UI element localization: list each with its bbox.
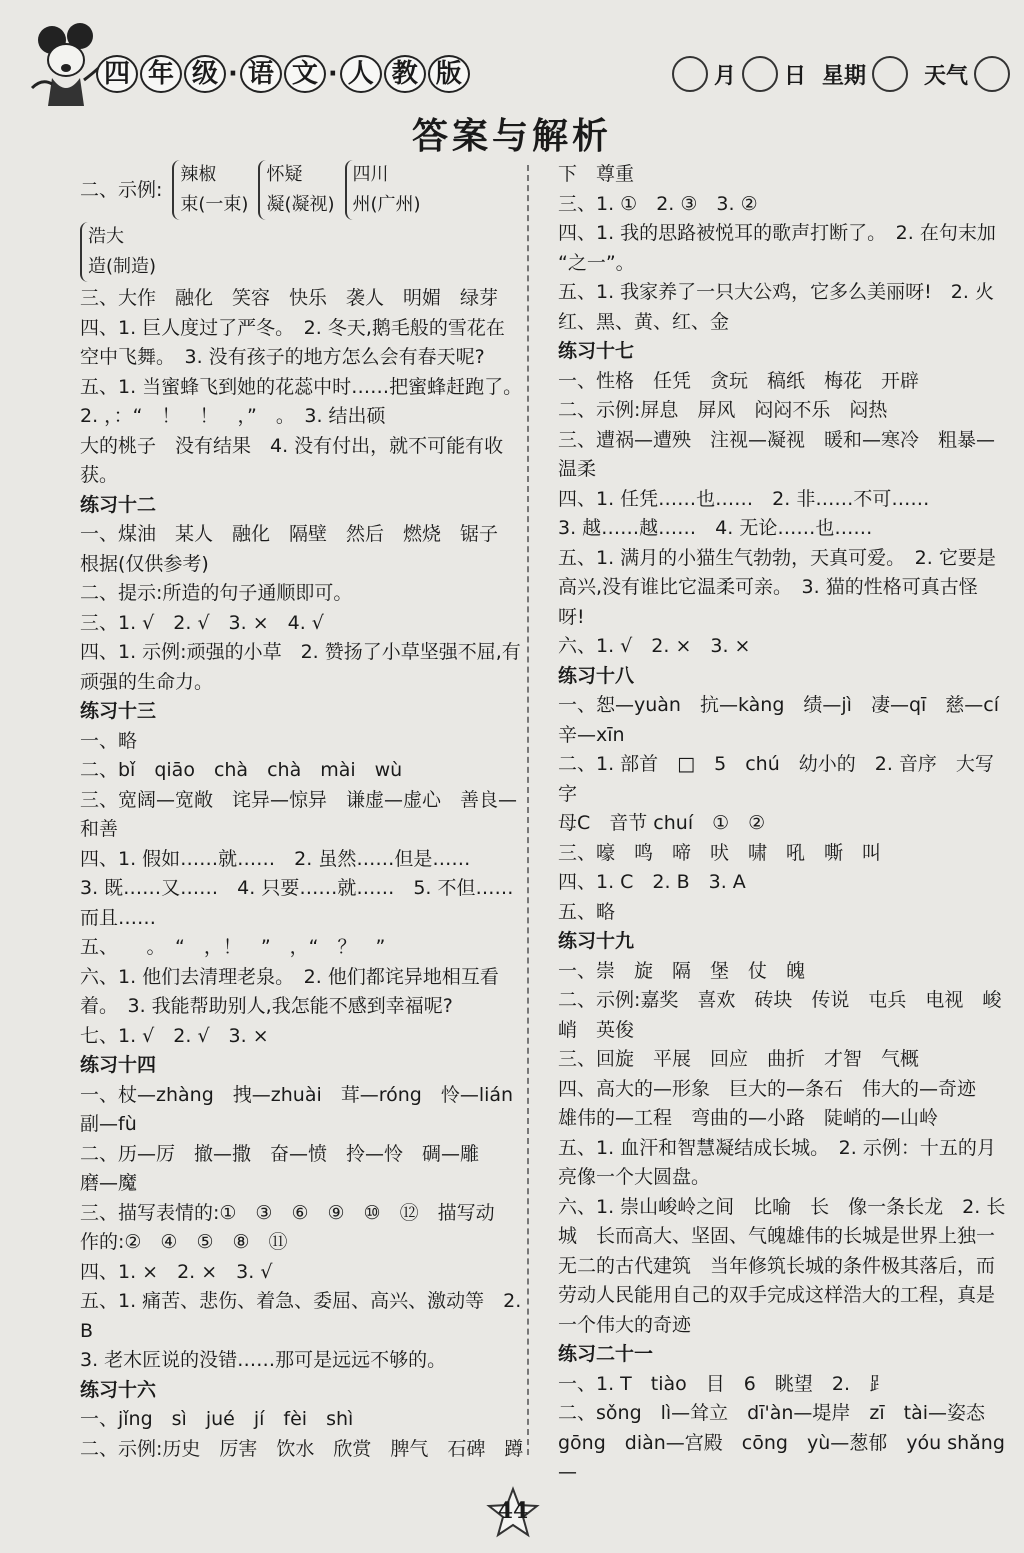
answer-line: 二、示例:嘉奖 喜欢 砖块 传说 屯兵 电视 峻 [558,989,1002,1011]
answer-line: 一、性格 任凭 贪玩 稿纸 梅花 开辟 [558,369,920,392]
brace-bottom: 凝(凝视) [266,194,335,215]
answer-line: 一、jǐng sì jué jí fèi shì [80,1408,354,1430]
left-column [80,160,530,1464]
section-heading: 练习十八 [558,664,635,687]
answer-line: 作的:② ④ ⑤ ⑧ ⑪ [80,1231,288,1253]
banner-char: 人 [340,55,382,93]
answer-line: 根据(仅供参考) [80,552,209,575]
answer-line: 六、1. √ 2. × 3. × [558,635,751,657]
brace-group [172,160,248,220]
answer-line: 一、崇 旋 隔 堡 仗 魄 [558,959,806,982]
right-answer-lines [558,160,1008,1488]
answer-line: 四、1. 假如……就…… 2. 虽然……但是…… [80,847,471,870]
answer-line: 四、1. 我的思路被悦耳的歌声打断了。 2. 在句末加 [558,222,996,244]
banner-dot: · [327,59,338,89]
month-circle[interactable] [672,56,708,92]
answer-line: 磨—魔 [80,1172,138,1194]
answer-line: 高兴,没有谁比它温柔可亲。 3. 猫的性格可真古怪 [558,576,978,598]
weekday-circle[interactable] [872,56,908,92]
day-circle[interactable] [742,56,778,92]
answer-line: 顽强的生命力。 [80,670,214,693]
answer-line: 3. 越……越…… 4. 无论……也…… [558,517,873,539]
month-label: 月 [713,63,736,89]
answer-line: 六、1. 崇山峻岭之间 比喻 长 像一条长龙 2. 长 [558,1195,1006,1218]
section-heading: 练习十七 [558,340,635,362]
answer-line: gōng diàn—宫殿 cōng yù—葱郁 yóu shǎng— [558,1431,1005,1483]
brace-group [80,222,156,282]
banner-char: 版 [428,55,470,93]
section-heading: 练习十二 [80,493,157,516]
answer-line: 五、1. 血汗和智慧凝结成长城。 2. 示例：十五的月 [558,1136,996,1159]
banner-dot: · [228,59,238,89]
answer-line: 五、略 [558,900,616,923]
answer-line: 三、遭祸—遭殃 注视—凝视 暖和—寒冷 粗暴— [558,428,996,451]
answer-line: 五、1. 当蜜蜂飞到她的花蕊中时……把蜜蜂赶跑了。 [80,375,523,398]
weather-label: 天气 [923,63,968,89]
answer-line: 一、略 [80,729,138,752]
answer-line: 3. 老木匠说的没错……那可是远远不够的。 [80,1349,447,1371]
banner-char: 教 [384,55,426,93]
answer-line: 3. 既……又…… 4. 只要……就…… 5. 不但…… [80,877,514,899]
left-answer-lines [80,284,530,1464]
answer-line: 二、sǒng lì—耸立 dī'àn—堤岸 zī tài—姿态 [558,1402,986,1424]
answer-line: 四、1. C 2. B 3. A [558,871,746,893]
answer-line: 空中飞舞。 3. 没有孩子的地方怎么会有春天呢? [80,346,485,368]
section-heading: 练习十四 [80,1054,157,1076]
answer-line: 三、大作 融化 笑容 快乐 袭人 明媚 绿芽 [80,287,499,309]
answer-line: 而且…… [80,906,157,929]
answer-line: 四、高大的—形象 巨大的—条石 伟大的—奇迹 [558,1077,977,1100]
answer-line: 二、bǐ qiāo chà chà mài wù [80,759,403,781]
answer-line: 二、提示:所造的句子通顺即可。 [80,582,353,604]
day-label: 日 [783,63,806,89]
answer-line: 三、1. ① 2. ③ 3. ② [558,192,758,215]
answer-line: 辛—xīn [558,723,625,746]
answer-line: 无二的古代建筑 当年修筑长城的条件极其落后，而 [558,1254,996,1277]
answer-line: 母C 音节 chuí ① ② [558,812,766,834]
section-heading: 练习二十一 [558,1343,654,1365]
column-divider [527,165,529,1455]
section-heading: 练习十九 [558,930,635,952]
answer-line: 红、黑、黄、红、金 [558,310,730,333]
answer-line: 下 尊重 [558,163,635,185]
answer-line: 获。 [80,464,119,486]
answer-line: 五、1. 我家养了一只大公鸡，它多么美丽呀! 2. 火 [558,281,994,303]
brace-top: 四川 [352,164,389,185]
answer-line: 二、示例:历史 厉害 饮水 欣赏 脾气 石碑 蹲 [80,1437,524,1460]
brace-top: 怀疑 [266,164,303,185]
banner-char: 语 [240,55,282,93]
answer-line: 四、1. 任凭……也…… 2. 非……不可…… [558,487,930,510]
answer-line: 三、宽阔—宽敞 诧异—惊异 谦虚—虚心 善良— [80,788,518,811]
answer-line: “之一”。 [558,251,635,274]
answer-line: 二、1. 部首 □ 5 chú 幼小的 2. 音序 大写字 [558,753,994,805]
answer-line: 六、1. 他们去清理老泉。 2. 他们都诧异地相互看 [80,965,499,988]
banner-char: 文 [284,55,326,93]
weekday-label: 星期 [821,63,866,89]
date-weather-fields [672,56,1010,92]
answer-line: 劳动人民能用自己的双手完成这样浩大的工程，真是 [558,1284,996,1306]
answer-line: 雄伟的—工程 弯曲的—小路 陡峭的—山岭 [558,1107,939,1129]
page-title: 答案与解析 [411,116,612,157]
answer-line: 三、1. √ 2. √ 3. × 4. √ [80,611,324,634]
grade-subject-banner [96,54,470,94]
answer-line: 亮像一个大圆盘。 [558,1166,711,1188]
answer-line: 三、嚎 鸣 啼 吠 啸 吼 嘶 叫 [558,841,882,864]
banner-char: 四 [96,55,138,93]
brace-top: 浩大 [88,226,124,247]
brace-bottom: 束(一束) [180,194,249,215]
example-braces-2 [80,222,530,282]
brace-bottom: 州(广州) [352,194,421,215]
brace-top: 辣椒 [180,164,217,185]
answer-line: 四、1. 示例:顽强的小草 2. 赞扬了小草坚强不屈,有 [80,641,521,663]
answer-line: 二、历—厉 撤—撒 奋—愤 拎—怜 碉—雕 [80,1142,480,1165]
page-number: 44 [497,1498,529,1524]
answer-line: 四、1. 巨人度过了严冬。 2. 冬天,鹅毛般的雪花在 [80,316,505,339]
answer-line: 五、1. 痛苦、悲伤、着急、委屈、高兴、激动等 2. B [80,1290,528,1342]
answer-line: 五、 。 “ ，！ ” ，“ ？ ” [80,936,386,958]
answer-line: 二、示例:屏息 屏风 闷闷不乐 闷热 [558,399,888,421]
example-braces [80,160,530,220]
answer-line: 一、煤油 某人 融化 隔壁 然后 燃烧 锯子 [80,523,499,545]
answer-line: 一、1. T tiào 目 6 眺望 2. ⻊ [558,1372,888,1395]
weather-circle[interactable] [974,56,1010,92]
answer-line: 城 长而高大、坚固、气魄雄伟的长城是世界上独一 [558,1225,996,1247]
page-header [0,0,1024,110]
page-number-badge [486,1486,540,1540]
answer-line: 一、恕—yuàn 抗—kàng 绩—jì 凄—qī 慈—cí [558,694,1000,716]
answer-line: 副—fù [80,1113,137,1135]
answer-line: 呀! [558,605,585,628]
answer-line: 和善 [80,818,119,840]
banner-char: 年 [140,55,182,93]
answer-line: 三、回旋 平展 回应 曲折 才智 气概 [558,1048,920,1070]
brace-bottom: 造(制造) [88,256,157,277]
section-heading: 练习十六 [80,1378,157,1401]
section-heading: 练习十三 [80,700,157,722]
answer-line: 温柔 [558,458,597,480]
answer-line: 着。 3. 我能帮助别人,我怎能不感到幸福呢? [80,995,453,1017]
answer-line: 三、描写表情的:① ③ ⑥ ⑨ ⑩ ⑫ 描写动 [80,1201,495,1224]
answer-line: 五、1. 满月的小猫生气勃勃，天真可爱。 2. 它要是 [558,546,996,569]
right-column [558,160,1008,1488]
intro-label: 二、示例: [80,179,163,201]
answer-line: 四、1. × 2. × 3. √ [80,1260,273,1283]
answer-line: 一、杖—zhàng 拽—zhuài 茸—róng 怜—lián [80,1083,514,1106]
brace-group [345,160,421,220]
brace-group [258,160,334,220]
answer-line: 2. ，：“ ！ ！ ，” 。 3. 结出硕 [80,405,386,427]
answer-line: 大的桃子 没有结果 4. 没有付出，就不可能有收 [80,434,504,457]
answer-line: 一个伟大的奇迹 [558,1313,692,1336]
answer-line: 七、1. √ 2. √ 3. × [80,1024,269,1047]
banner-char: 级 [184,55,226,93]
answer-line: 峭 英俊 [558,1018,635,1041]
